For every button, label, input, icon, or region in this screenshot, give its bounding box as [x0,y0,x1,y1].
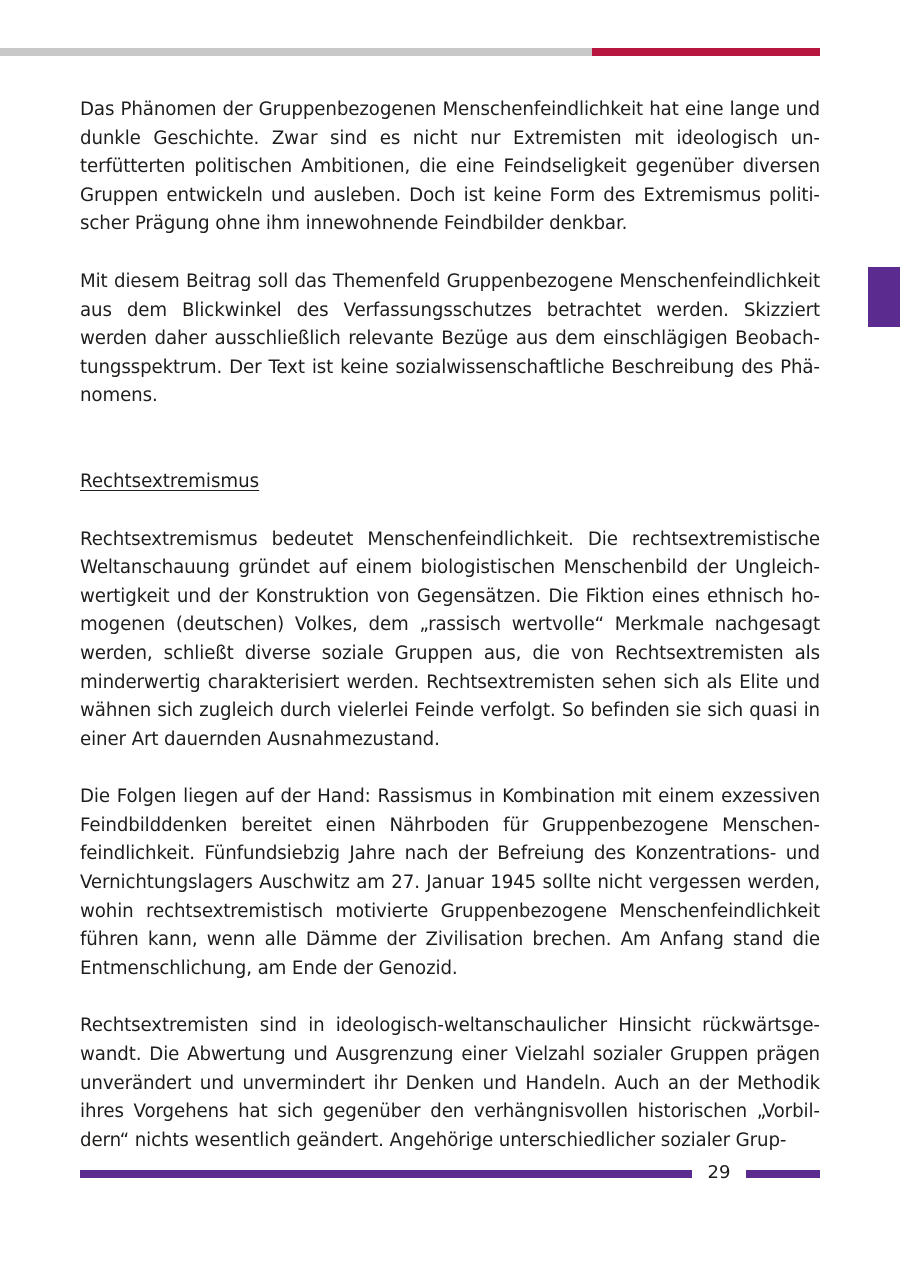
page-body [80,96,820,1155]
chapter-side-tab [868,267,900,327]
header-rule-red [592,48,820,56]
section-paragraph-2: Die Folgen liegen auf der Hand: Rassismus in Kombination mit einem exzessiven Feindbilddenken bereitet einen Nährboden für Gruppenbezogene Menschenfeindlichkeit. Fünfundsiebzig Jahre nach der Befreiung des Konzentrations- und Vernichtungslagers Auschwitz am 27. Januar 1945 sollte nicht vergessen werden, wohin rechtsextremistisch motivierte Gruppenbezogene Menschenfeindlichkeit führen kann, wenn alle Dämme der Zivilisation brechen. Am Anfang stand die Entmenschlichung, am Ende der Genozid. [80,786,820,979]
section-heading: Rechtsextremismus [80,470,260,492]
section-paragraph-1: Rechtsextremismus bedeutet Menschenfeindlichkeit. Die rechtsextremistische Weltanschauung gründet auf einem biologistischen Menschenbild der Ungleichwertigkeit und der Konstruktion von Gegensätzen. Die Fiktion eines ethnisch homogenen (deutschen) Volkes, dem „rassisch wertvolle“ Merkmale nachgesagt werden, schließt diverse soziale Gruppen aus, die von Rechtsextremisten als minderwertig charakterisiert werden. Rechtsextremisten sehen sich als Elite und wähnen sich zugleich durch vielerlei Feinde verfolgt. So befinden sie sich quasi in einer Art dauernden Ausnahmezustand. [80,528,820,750]
intro-paragraph-2: Mit diesem Beitrag soll das Themenfeld Gruppenbezogene Menschenfeindlichkeit aus dem Blickwinkel des Verfassungsschutzes betrachtet werden. Skizziert werden daher ausschließlich relevante Bezüge aus dem einschlägigen Beobachtungsspektrum. Der Text ist keine sozialwissenschaftliche Beschreibung des Phänomens. [80,270,820,407]
footer-rule-left [80,1170,692,1178]
intro-paragraph-1: Das Phänomen der Gruppenbezogenen Menschenfeindlichkeit hat eine lange und dunkle Geschichte. Zwar sind es nicht nur Extremisten mit ideologisch unterfütterten politischen Ambitionen, die eine Feindseligkeit gegenüber diversen Gruppen entwickeln und ausleben. Doch ist keine Form des Extremismus politischer Prägung ohne ihm innewohnende Feindbilder denkbar. [80,99,820,235]
section-paragraph-3: Rechtsextremisten sind in ideologisch-weltanschaulicher Hinsicht rückwärtsgewandt. Die Abwertung und Ausgrenzung einer Vielzahl sozialer Gruppen prägen unverändert und unvermindert ihr Denken und Handeln. Auch an der Methodik ihres Vorgehens hat sich gegenüber den verhängnisvollen historischen „Vorbildern“ nichts wesentlich geändert. Angehörige unterschiedlicher sozialer Grup- [80,1015,820,1151]
footer-rule-right [746,1170,820,1178]
page-number: 29 [707,1162,731,1183]
header-rule-gray [0,48,592,56]
